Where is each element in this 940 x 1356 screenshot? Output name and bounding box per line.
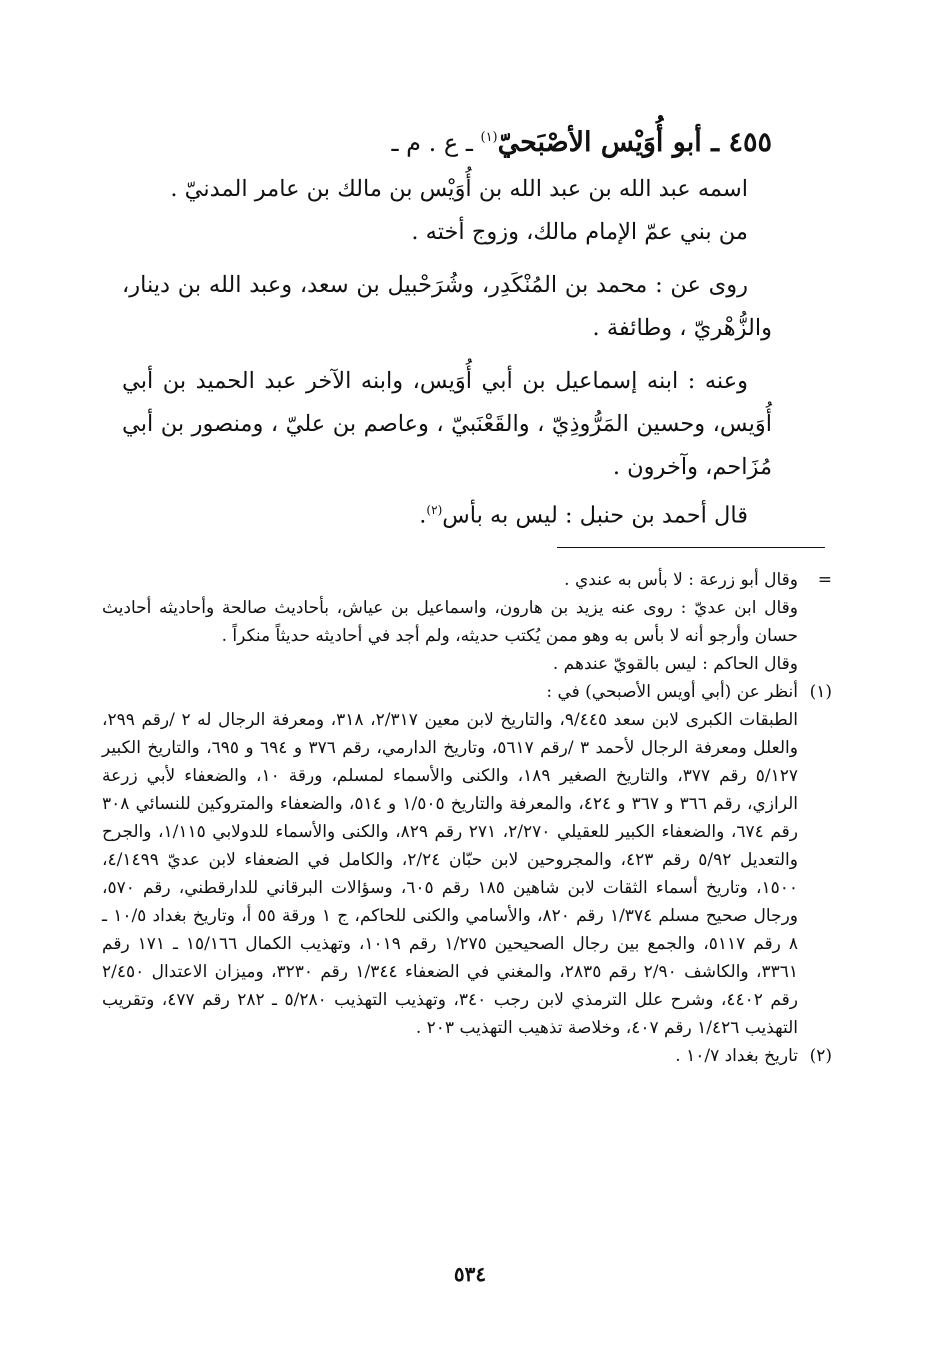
footnote-1 — [102, 678, 832, 706]
narrators-from-him-paragraph: وعنه : ابنه إسماعيل بن أبي أُوَيس، وابنه الآخر عبد الحميد بن أبي أُوَيس، وحسين المَرُّوذِيّ ، والقَعْنَبيّ ، وعاصم بن عليّ ، ومنصور بن أبي مُزَاحم، وآخرون . — [122, 368, 772, 480]
ahmad-statement-end: . — [419, 502, 427, 529]
entry-heading — [152, 118, 772, 163]
footnote-ref-1[interactable]: (١) — [480, 130, 498, 145]
footnote-1-intro: أنظر عن (أبي أويس الأصبحي) في : — [546, 682, 798, 702]
ahmad-statement-text: قال أحمد بن حنبل : ليس به بأس — [442, 502, 748, 529]
footnote-1-refs-text: الطبقات الكبرى لابن سعد ٩/٤٤٥، والتاريخ لابن معين ٢/٣١٧، ٣١٨، ومعرفة الرجال له ٢ /رقم ٢٩٩، والعلل ومعرفة الرجال لأحمد ٣ /رقم ٥٦١٧، وتاريخ الدارمي، رقم ٣٧٦ و ٦٩٤ و ٦٩٥، والتاريخ الكبير ٥/١٢٧ رقم ٣٧٧، والتاريخ الصغير ١٨٩، والكنى والأسماء لمسلم، ورقة ١٠، والضعفاء لأبي زرعة الرازي، رقم ٣٦٦ و ٣٦٧ و ٤٢٤، والمعرفة والتاريخ ١/٥٠٥ و ٥١٤، والضعفاء والمتروكين للنسائي ٣٠٨ رقم ٦٧٤، والضعفاء الكبير للعقيلي ٢/٢٧٠، ٢٧١ رقم ٨٢٩، والكنى والأسماء للدولابي ١/١١٥، والجرح والتعديل ٥/٩٢ رقم ٤٢٣، والمجروحين لابن حبّان ٢/٢٤، والكامل في الضعفاء لابن عديّ ٤/١٤٩٩، ١٥٠٠، وتاريخ أسماء الثقات لابن شاهين ١٨٥ رقم ٦٠٥، وسؤالات البرقاني للدارقطني، رقم ٥٧٠، ورجال صحيح مسلم ١/٣٧٤ رقم ٨٢٠، والأسامي والكنى للحاكم، ج ١ ورقة ٥٥ أ، وتاريخ بغداد ١٠/٥ ـ ٨ رقم ٥١١٧، والجمع بين رجال الصحيحين ١/٢٧٥ رقم ١٠١٩، وتهذيب الكمال ١٥/١٦٦ ـ ١٧١ رقم ٣٣٦١، والكاشف ٢/٩٠ رقم ٢٨٣٥، والمغني في الضعفاء ١/٣٤٤ رقم ٣٢٣٠، وميزان الاعتدال ٢/٤٥٠ رقم ٤٤٠٢، وشرح علل الترمذي لابن رجب ٣٤٠، وتهذيب التهذيب ٥/٢٨٠ ـ ٢٨٢ رقم ٤٧٧، وتقريب التهذيب ١/٤٢٦ رقم ٤٠٧، وخلاصة تذهيب التهذيب ٢٠٣ . — [102, 710, 799, 1038]
footnote-continuation — [102, 566, 832, 678]
footnote-separator — [557, 547, 825, 548]
footnote-2-text: تاريخ بغداد ١٠/٧ . — [675, 1046, 798, 1066]
entry-number-title: ٤٥٥ ـ أبو أُوَيْس الأصْبَحيّ — [497, 127, 772, 158]
footnotes-section — [102, 566, 832, 1070]
footnote-2 — [102, 1042, 832, 1070]
hakim-note: وقال الحاكم : ليس بالقويّ عندهم . — [552, 654, 798, 674]
footnote-1-references — [102, 706, 832, 1042]
continuation-mark: = — [817, 570, 832, 590]
ibn-adi-note: وقال ابن عديّ : روى عنه يزيد بن هارون، واسماعيل بن عياش، بأحاديث صالحة وأحاديثه أحاديث حسان وأرجو أنه لا بأس به وهو ممن يُكتب حديثه، ولم أجد في أحاديثه حديثاً منكراً . — [102, 598, 798, 646]
lineage-line: من بني عمّ الإمام مالك، وزوج أخته . — [411, 219, 748, 245]
entry-suffix: ـ ع . م ـ — [391, 129, 481, 157]
name-line: اسمه عبد الله بن عبد الله بن أُوَيْس بن مالك بن عامر المدنيّ . — [170, 176, 748, 202]
footnote-ref-2[interactable]: (٢) — [426, 503, 443, 517]
entry-body — [122, 168, 772, 538]
ahmad-statement — [122, 489, 772, 538]
footnote-2-mark: (٢) — [809, 1046, 832, 1066]
footnote-1-mark: (١) — [809, 682, 832, 702]
abu-zura-note: وقال أبو زرعة : لا بأس به عندي . — [564, 570, 798, 590]
narrated-from-paragraph: روى عن : محمد بن المُنْكَدِر، وشُرَحْبيل بن سعد، وعبد الله بن دينار، والزُّهْريّ ، وطائفة . — [122, 272, 772, 341]
page-number: ٥٣٤ — [453, 1262, 487, 1286]
